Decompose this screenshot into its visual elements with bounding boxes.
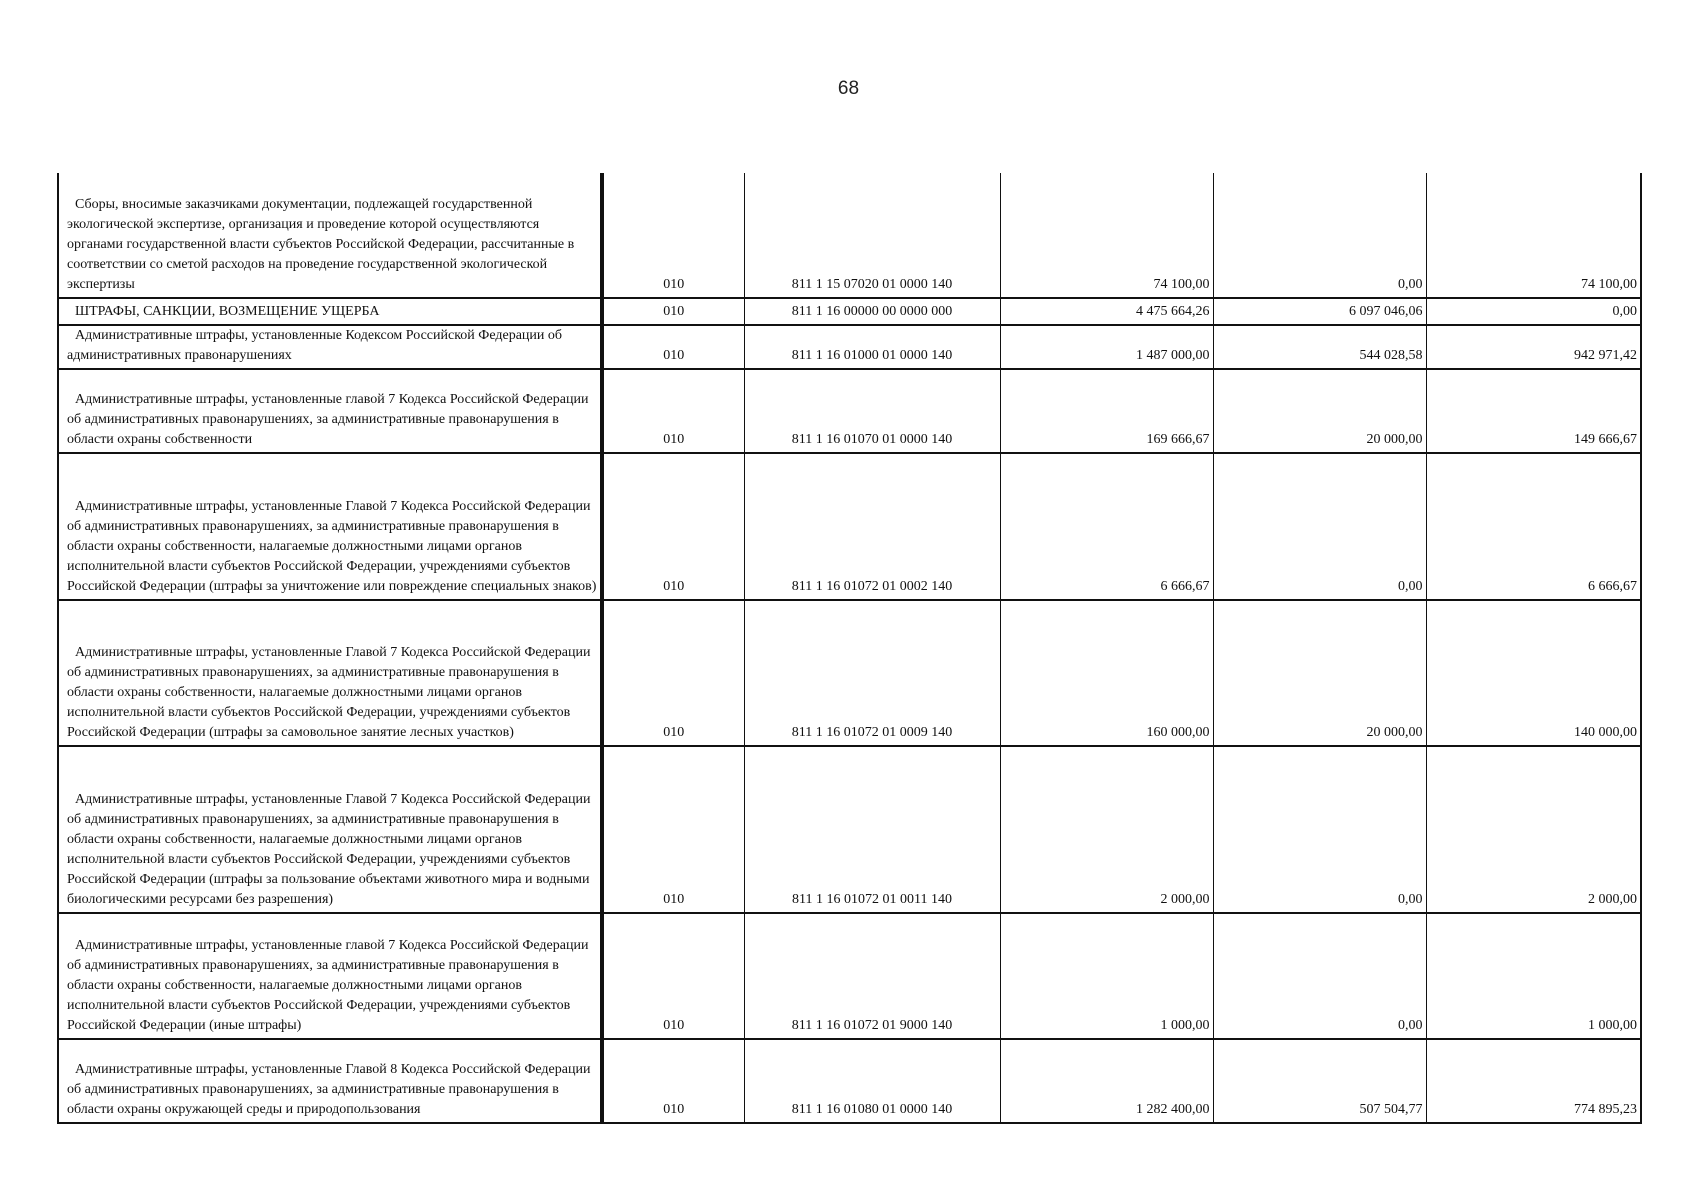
row-approved-cell bbox=[1000, 173, 1213, 298]
row-approved-cell bbox=[1000, 600, 1213, 746]
row-line-code: 010 bbox=[663, 277, 685, 292]
row-approved: 74 100,00 bbox=[1153, 277, 1210, 292]
row-executed-cell bbox=[1213, 173, 1426, 298]
row-budget-code-cell bbox=[744, 298, 1000, 325]
row-executed-cell bbox=[1213, 746, 1426, 913]
row-unexecuted: 1 000,00 bbox=[1588, 1018, 1637, 1033]
table-row bbox=[58, 325, 1641, 369]
row-budget-code-cell bbox=[744, 325, 1000, 369]
row-unexecuted: 2 000,00 bbox=[1588, 892, 1637, 907]
row-unexecuted-cell bbox=[1426, 746, 1641, 913]
table-row bbox=[58, 913, 1641, 1039]
row-name-cell bbox=[58, 369, 602, 453]
row-executed: 20 000,00 bbox=[1366, 432, 1423, 447]
table-row bbox=[58, 369, 1641, 453]
row-name-cell bbox=[58, 453, 602, 600]
row-executed: 0,00 bbox=[1398, 277, 1423, 292]
row-budget-code-cell bbox=[744, 913, 1000, 1039]
page-number: 68 bbox=[837, 78, 860, 99]
row-budget-code: 811 1 16 01072 01 9000 140 bbox=[791, 1018, 953, 1033]
row-budget-code: 811 1 16 01072 01 0011 140 bbox=[792, 892, 952, 907]
table-row bbox=[58, 453, 1641, 600]
row-executed: 0,00 bbox=[1398, 579, 1423, 594]
row-executed-cell bbox=[1213, 600, 1426, 746]
row-executed-cell bbox=[1213, 913, 1426, 1039]
row-executed: 544 028,58 bbox=[1359, 348, 1423, 363]
row-budget-code-cell bbox=[744, 173, 1000, 298]
row-unexecuted: 74 100,00 bbox=[1581, 277, 1637, 292]
row-approved: 160 000,00 bbox=[1146, 725, 1210, 740]
table-row bbox=[58, 1039, 1641, 1123]
row-unexecuted-cell bbox=[1426, 369, 1641, 453]
table-row bbox=[58, 600, 1641, 746]
row-executed-cell bbox=[1213, 325, 1426, 369]
row-name-cell bbox=[58, 298, 602, 325]
row-line-code: 010 bbox=[663, 725, 685, 740]
row-name: Административные штрафы, установленные Главой 7 Кодекса Российской Федерации об административных правонарушениях, за административные правонарушения в области охраны собственности, налагаемые должностными лицами органов исполнительной власти субъектов Российской Федерации, учреждениями субъектов Российской Федерации (штрафы за пользование объектами животного мира и водными биологическими ресурсами без разрешения) bbox=[67, 792, 591, 907]
row-line-code: 010 bbox=[663, 304, 685, 319]
row-name: Административные штрафы, установленные Главой 7 Кодекса Российской Федерации об административных правонарушениях, за административные правонарушения в области охраны собственности, налагаемые должностными лицами органов исполнительной власти субъектов Российской Федерации, учреждениями субъектов Российской Федерации (штрафы за самовольное занятие лесных участков) bbox=[67, 645, 591, 740]
row-name-cell bbox=[58, 913, 602, 1039]
row-name: Административные штрафы, установленные Кодексом Российской Федерации об административных правонарушениях bbox=[67, 328, 563, 363]
row-approved: 169 666,67 bbox=[1146, 432, 1210, 447]
row-approved-cell bbox=[1000, 298, 1213, 325]
row-name-cell bbox=[58, 325, 602, 369]
row-budget-code-cell bbox=[744, 1039, 1000, 1123]
row-budget-code: 811 1 16 01000 01 0000 140 bbox=[791, 348, 953, 363]
row-approved-cell bbox=[1000, 913, 1213, 1039]
row-line-code-cell bbox=[602, 298, 744, 325]
row-executed: 6 097 046,06 bbox=[1349, 304, 1423, 319]
row-executed: 0,00 bbox=[1398, 1018, 1423, 1033]
row-budget-code: 811 1 16 01072 01 0009 140 bbox=[791, 725, 953, 740]
table-row bbox=[58, 173, 1641, 298]
row-executed: 507 504,77 bbox=[1359, 1102, 1423, 1117]
row-name-cell bbox=[58, 1039, 602, 1123]
row-budget-code: 811 1 16 01070 01 0000 140 bbox=[791, 432, 953, 447]
row-line-code-cell bbox=[602, 325, 744, 369]
row-line-code-cell bbox=[602, 600, 744, 746]
row-name: Административные штрафы, установленные Главой 7 Кодекса Российской Федерации об административных правонарушениях, за административные правонарушения в области охраны собственности, налагаемые должностными лицами органов исполнительной власти субъектов Российской Федерации, учреждениями субъектов Российской Федерации (штрафы за уничтожение или повреждение специальных знаков) bbox=[67, 499, 597, 594]
row-name: Административные штрафы, установленные Главой 8 Кодекса Российской Федерации об административных правонарушениях, за административные правонарушения в области охраны окружающей среды и природопользования bbox=[67, 1062, 591, 1117]
table-row bbox=[58, 746, 1641, 913]
row-unexecuted: 6 666,67 bbox=[1588, 579, 1637, 594]
row-unexecuted: 942 971,42 bbox=[1574, 348, 1637, 363]
row-line-code-cell bbox=[602, 746, 744, 913]
row-approved: 1 282 400,00 bbox=[1136, 1102, 1210, 1117]
row-line-code-cell bbox=[602, 453, 744, 600]
row-name: Административные штрафы, установленные главой 7 Кодекса Российской Федерации об административных правонарушениях, за административные правонарушения в области охраны собственности bbox=[67, 392, 589, 447]
row-line-code-cell bbox=[602, 369, 744, 453]
row-approved: 6 666,67 bbox=[1160, 579, 1210, 594]
row-approved-cell bbox=[1000, 1039, 1213, 1123]
row-unexecuted: 149 666,67 bbox=[1574, 432, 1637, 447]
row-line-code: 010 bbox=[663, 348, 685, 363]
row-executed-cell bbox=[1213, 453, 1426, 600]
row-unexecuted-cell bbox=[1426, 1039, 1641, 1123]
row-approved-cell bbox=[1000, 325, 1213, 369]
row-budget-code: 811 1 16 01080 01 0000 140 bbox=[791, 1102, 953, 1117]
row-budget-code: 811 1 15 07020 01 0000 140 bbox=[791, 277, 953, 292]
row-budget-code-cell bbox=[744, 369, 1000, 453]
row-line-code-cell bbox=[602, 913, 744, 1039]
row-executed-cell bbox=[1213, 1039, 1426, 1123]
row-line-code-cell bbox=[602, 173, 744, 298]
row-executed-cell bbox=[1213, 298, 1426, 325]
row-unexecuted-cell bbox=[1426, 173, 1641, 298]
row-approved: 1 487 000,00 bbox=[1136, 348, 1210, 363]
row-unexecuted-cell bbox=[1426, 325, 1641, 369]
row-approved-cell bbox=[1000, 453, 1213, 600]
row-approved: 1 000,00 bbox=[1160, 1018, 1210, 1033]
row-unexecuted: 774 895,23 bbox=[1574, 1102, 1637, 1117]
row-name-cell bbox=[58, 173, 602, 298]
row-name: ШТРАФЫ, САНКЦИИ, ВОЗМЕЩЕНИЕ УЩЕРБА bbox=[75, 304, 380, 319]
row-executed-cell bbox=[1213, 369, 1426, 453]
row-approved-cell bbox=[1000, 369, 1213, 453]
row-line-code-cell bbox=[602, 1039, 744, 1123]
revenue-table bbox=[57, 173, 1642, 1124]
row-unexecuted-cell bbox=[1426, 913, 1641, 1039]
row-executed: 0,00 bbox=[1398, 892, 1423, 907]
row-approved-cell bbox=[1000, 746, 1213, 913]
row-line-code: 010 bbox=[663, 432, 685, 447]
row-approved: 4 475 664,26 bbox=[1136, 304, 1210, 319]
row-line-code: 010 bbox=[663, 892, 685, 907]
row-line-code: 010 bbox=[663, 579, 685, 594]
row-line-code: 010 bbox=[663, 1018, 685, 1033]
row-name: Административные штрафы, установленные главой 7 Кодекса Российской Федерации об административных правонарушениях, за административные правонарушения в области охраны собственности, налагаемые должностными лицами органов исполнительной власти субъектов Российской Федерации, учреждениями субъектов Российской Федерации (иные штрафы) bbox=[67, 938, 589, 1033]
row-budget-code: 811 1 16 01072 01 0002 140 bbox=[791, 579, 953, 594]
row-unexecuted-cell bbox=[1426, 600, 1641, 746]
row-budget-code-cell bbox=[744, 746, 1000, 913]
row-approved: 2 000,00 bbox=[1160, 892, 1210, 907]
row-budget-code-cell bbox=[744, 453, 1000, 600]
row-budget-code-cell bbox=[744, 600, 1000, 746]
table-row bbox=[58, 298, 1641, 325]
row-unexecuted-cell bbox=[1426, 453, 1641, 600]
row-budget-code: 811 1 16 00000 00 0000 000 bbox=[791, 304, 953, 319]
row-executed: 20 000,00 bbox=[1366, 725, 1423, 740]
row-unexecuted: 140 000,00 bbox=[1574, 725, 1637, 740]
row-unexecuted: 0,00 bbox=[1612, 304, 1637, 319]
row-name-cell bbox=[58, 746, 602, 913]
row-line-code: 010 bbox=[663, 1102, 685, 1117]
row-name: Сборы, вносимые заказчиками документации, подлежащей государственной экологической экспертизе, организация и проведение которой осуществляются органами государственной власти субъектов Российской Федерации, рассчитанные в соответствии со сметой расходов на проведение государственной экологической экспертизы bbox=[67, 197, 575, 292]
row-unexecuted-cell bbox=[1426, 298, 1641, 325]
row-name-cell bbox=[58, 600, 602, 746]
